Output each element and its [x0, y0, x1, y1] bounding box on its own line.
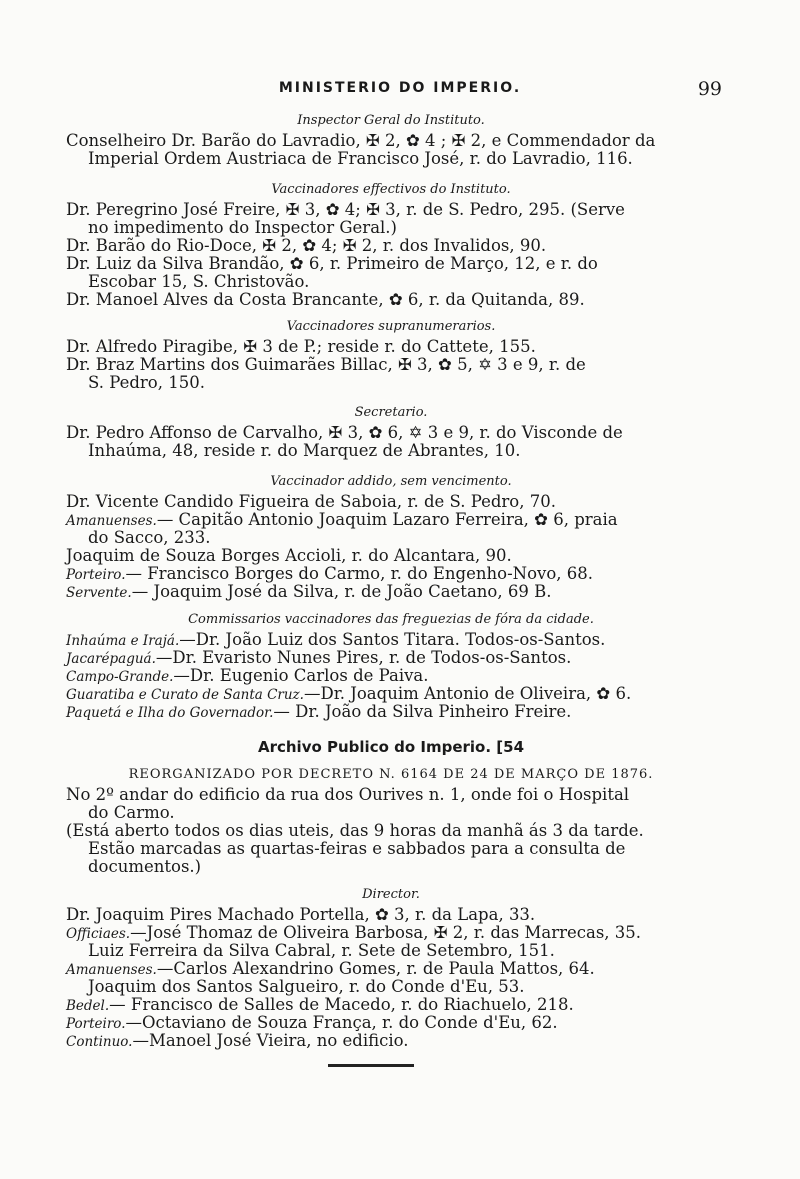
text-line: Dr. Pedro Affonso de Carvalho, ✠ 3, ✿ 6, ✡ 3 e 9, r. do Visconde de — [66, 423, 623, 442]
parish-label: Inhaúma e Irajá. — [66, 633, 180, 649]
text-line: Escobar 15, S. Christovão. — [88, 272, 310, 291]
archive-heading: Archivo Publico do Imperio. [54 — [257, 738, 524, 756]
text-line: do Carmo. — [88, 803, 175, 822]
page-number: 99 — [697, 78, 722, 100]
role-text: —Carlos Alexandrino Gomes, r. de Paula Mattos, 64. — [156, 959, 595, 978]
text-line: Dr. Peregrino José Freire, ✠ 3, ✿ 4; ✠ 3, r. de S. Pedro, 295. (Serve — [66, 200, 625, 219]
text-line — [66, 583, 716, 602]
text-line: Joaquim dos Santos Salgueiro, r. do Conde d'Eu, 53. — [88, 977, 525, 996]
header-title: MINISTERIO DO IMPERIO. — [278, 80, 522, 96]
text-line: Joaquim de Souza Borges Accioli, r. do Alcantara, 90. — [66, 546, 512, 565]
text-line: S. Pedro, 150. — [88, 373, 205, 392]
section-heading: Commissarios vaccinadores das freguezias de fóra da cidade. — [188, 612, 594, 627]
section-heading: Secretario. — [354, 405, 428, 420]
parish-label: Guaratiba e Curato de Santa Cruz. — [66, 687, 304, 703]
parish-label: Paquetá e Ilha do Governador. — [66, 705, 274, 721]
section-heading: Director. — [362, 887, 420, 902]
role-label: Continuo. — [66, 1034, 133, 1050]
text-line: (Está aberto todos os dias uteis, das 9 horas da manhã ás 3 da tarde. — [66, 821, 644, 840]
text-line: Dr. Vicente Candido Figueira de Saboia, r. de S. Pedro, 70. — [66, 492, 556, 511]
text-line — [66, 703, 716, 722]
parish-label: Campo-Grande. — [66, 669, 174, 685]
text-line: Estão marcadas as quartas-feiras e sabbados para a consulta de — [88, 839, 626, 858]
text-line: documentos.) — [88, 857, 202, 876]
parish-text: —Dr. Eugenio Carlos de Paiva. — [173, 666, 429, 685]
role-text: —Octaviano de Souza França, r. do Conde d'Eu, 62. — [125, 1013, 558, 1032]
text-line: Dr. Manoel Alves da Costa Brancante, ✿ 6, r. da Quitanda, 89. — [66, 290, 585, 309]
role-label: Porteiro. — [66, 567, 126, 583]
text-line: no impedimento do Inspector Geral.) — [88, 218, 397, 237]
running-header — [0, 80, 800, 106]
parish-text: —Dr. Evaristo Nunes Pires, r. de Todos-os-Santos. — [155, 648, 572, 667]
text-line: Dr. Braz Martins dos Guimarães Billac, ✠ 3, ✿ 5, ✡ 3 e 9, r. de — [66, 355, 586, 374]
text-line: Luiz Ferreira da Silva Cabral, r. Sete de Setembro, 151. — [88, 941, 555, 960]
text-line: Dr. Alfredo Piragibe, ✠ 3 de P.; reside r. do Cattete, 155. — [66, 337, 536, 356]
text-line — [66, 1032, 716, 1051]
role-label: Amanuenses. — [66, 962, 157, 978]
text-line: Imperial Ordem Austriaca de Francisco José, r. do Lavradio, 116. — [88, 149, 633, 168]
role-label: Bedel. — [66, 998, 110, 1014]
role-label: Officiaes. — [66, 926, 131, 942]
section-heading: Inspector Geral do Instituto. — [297, 113, 485, 128]
role-text: —José Thomaz de Oliveira Barbosa, ✠ 2, r. das Marrecas, 35. — [130, 923, 642, 942]
closing-rule — [328, 1064, 414, 1067]
parish-label: Jacarépaguá. — [66, 651, 156, 667]
role-text: — Francisco Borges do Carmo, r. do Engenho-Novo, 68. — [125, 564, 594, 583]
parish-text: —Dr. João Luiz dos Santos Titara. Todos-os-Santos. — [179, 630, 606, 649]
section-heading: Vaccinadores effectivos do Instituto. — [271, 182, 511, 197]
role-text: — Capitão Antonio Joaquim Lazaro Ferreira, ✿ 6, praia — [156, 510, 618, 529]
text-line: Dr. Barão do Rio-Doce, ✠ 2, ✿ 4; ✠ 2, r. dos Invalidos, 90. — [66, 236, 547, 255]
role-label: Porteiro. — [66, 1016, 126, 1032]
role-text: — Joaquim José da Silva, r. de João Caetano, 69 B. — [131, 582, 552, 601]
text-line: Dr. Luiz da Silva Brandão, ✿ 6, r. Primeiro de Março, 12, e r. do — [66, 254, 598, 273]
text-line: No 2º andar do edificio da rua dos Ourives n. 1, onde foi o Hospital — [66, 785, 630, 804]
text-line: Conselheiro Dr. Barão do Lavradio, ✠ 2, ✿ 4 ; ✠ 2, e Commendador da — [66, 131, 656, 150]
role-label: Amanuenses. — [66, 513, 157, 529]
role-text: —Manoel José Vieira, no edificio. — [132, 1031, 409, 1050]
decree-line: REORGANIZADO POR DECRETO N. 6164 DE 24 DE MARÇO DE 1876. — [128, 767, 654, 782]
role-text: — Francisco de Salles de Macedo, r. do Riachuelo, 218. — [109, 995, 574, 1014]
text-line: do Sacco, 233. — [88, 528, 211, 547]
text-line: Dr. Joaquim Pires Machado Portella, ✿ 3, r. da Lapa, 33. — [66, 905, 536, 924]
section-heading: Vaccinador addido, sem vencimento. — [270, 474, 512, 489]
parish-text: —Dr. Joaquim Antonio de Oliveira, ✿ 6. — [303, 684, 632, 703]
text-line: Inhaúma, 48, reside r. do Marquez de Abrantes, 10. — [88, 441, 521, 460]
role-label: Servente. — [66, 585, 132, 601]
parish-text: — Dr. João da Silva Pinheiro Freire. — [273, 702, 572, 721]
section-heading: Vaccinadores supranumerarios. — [286, 319, 496, 334]
